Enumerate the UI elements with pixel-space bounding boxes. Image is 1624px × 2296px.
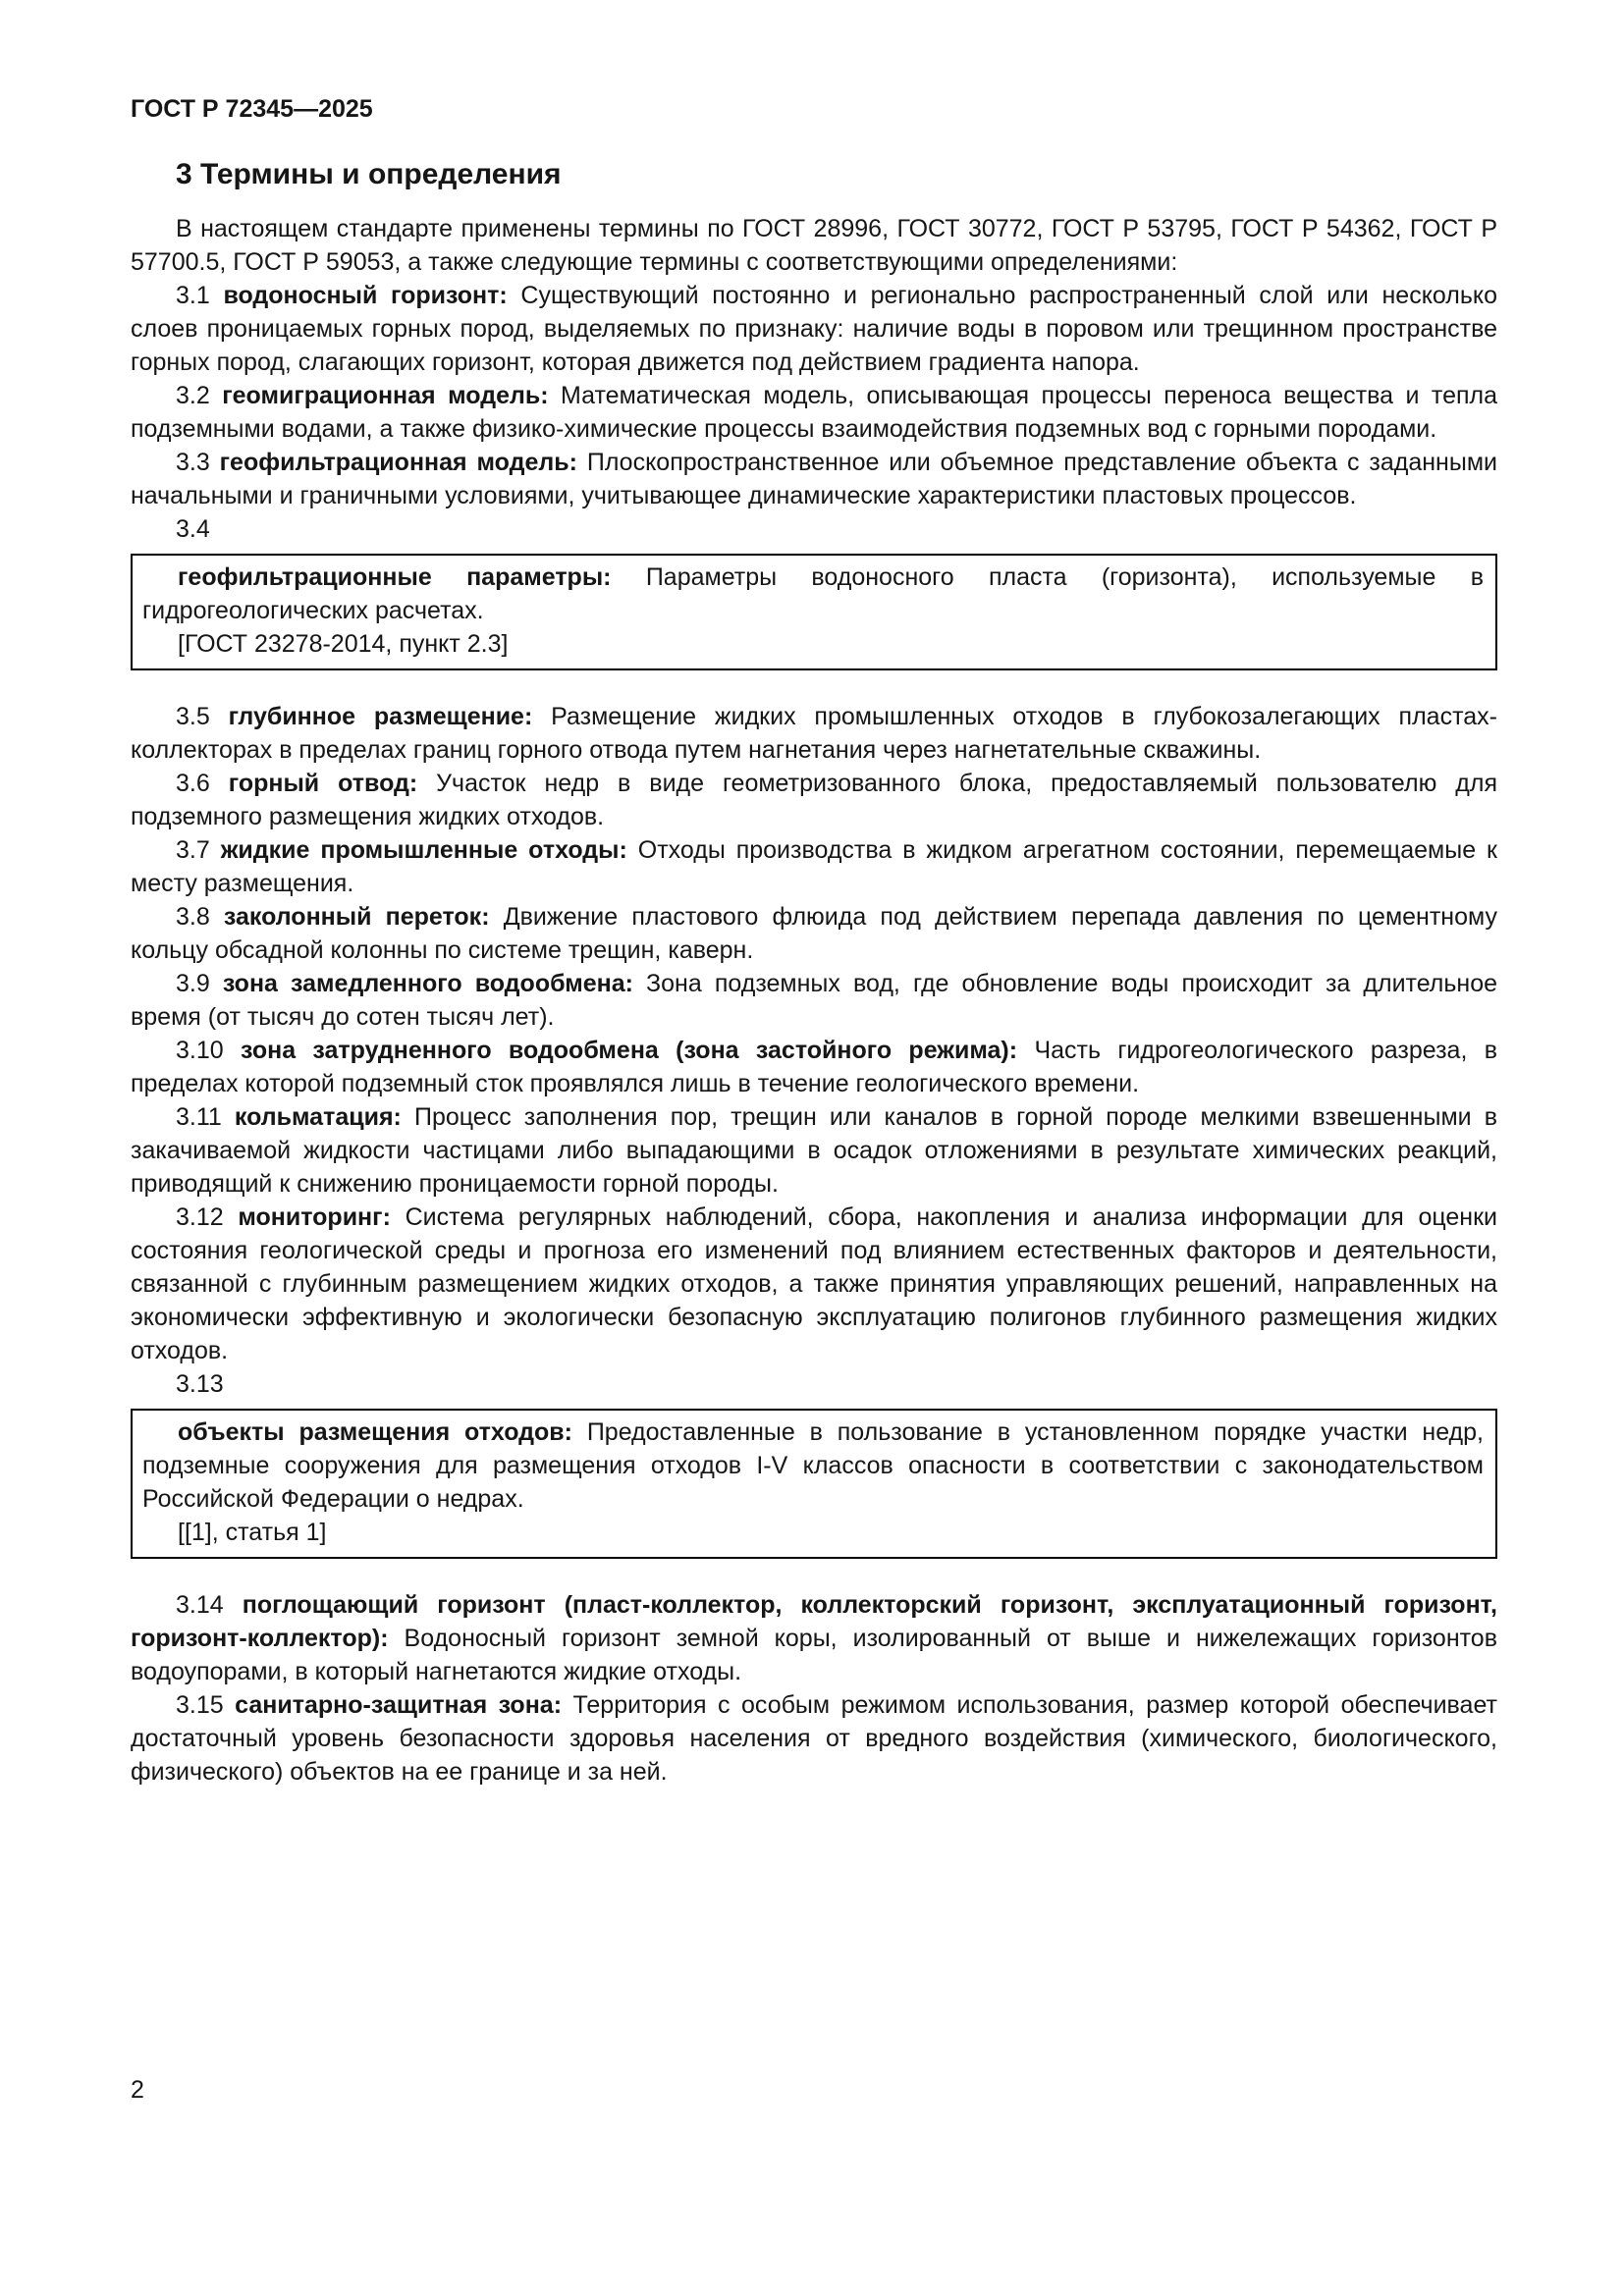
term-paragraph-3-3 (131, 446, 1497, 512)
term-number: 3.5 (176, 703, 210, 730)
term-name: глубинное размещение: (228, 703, 533, 730)
term-name: горный отвод: (228, 770, 418, 797)
term-number: 3.11 (176, 1103, 222, 1131)
term-number: 3.14 (176, 1591, 224, 1619)
term-number: 3.8 (176, 903, 210, 931)
term-paragraph-3-6 (131, 767, 1497, 833)
term-paragraph-3-5 (131, 700, 1497, 767)
term-definition: Существующий постоянно и регионально распространенный слой или несколько слоев проницаемых горных пород, выделяемых по признаку: наличие воды в поровом или трещинном пространстве горных пород, слагающих горизонт, которая движется под действием градиента напора. (131, 282, 1497, 376)
term-paragraph-3-11 (131, 1100, 1497, 1201)
term-number: 3.3 (176, 449, 210, 476)
term-definition: Размещение жидких промышленных отходов в глубокозалегающих пластах-коллекторах в пределах границ горного отвода путем нагнетания через нагнетательные скважины. (131, 703, 1497, 764)
term-number: 3.1 (176, 282, 210, 309)
term-definition: Предоставленные в пользование в установленном порядке участки недр, подземные сооружения для размещения отходов I-V классов опасности в соответствии с законодательством Российской Федерации о недрах. (142, 1418, 1484, 1513)
term-name: санитарно-защитная зона: (235, 1691, 563, 1719)
term-name: геомиграционная модель: (222, 382, 549, 409)
term-definition: Процесс заполнения пор, трещин или каналов в горной породе мелкими взвешенными в закачиваемой жидкости частицами либо выпадающими в осадок отложениями в результате химических реакций, приводящий к снижению проницаемости горной породы. (131, 1103, 1497, 1198)
source-reference: [[1], статья 1] (178, 1519, 327, 1546)
section-title: 3 Термины и определения (176, 158, 562, 190)
intro-paragraph: В настоящем стандарте применены термины по ГОСТ 28996, ГОСТ 30772, ГОСТ Р 53795, ГОСТ Р 54362, ГОСТ Р 57700.5, ГОСТ Р 59053, а также следующие термины с соответствующими определениями: (131, 215, 1497, 276)
term-paragraph-3-2 (131, 379, 1497, 446)
term-definition: Участок недр в виде геометризованного блока, предоставляемый пользователю для подземного размещения жидких отходов. (131, 770, 1497, 830)
term-paragraph-3-1 (131, 279, 1497, 379)
term-name: кольматация: (234, 1103, 402, 1131)
term-name: зона замедленного водообмена: (222, 970, 633, 997)
term-paragraph-3-9 (131, 967, 1497, 1034)
term-name: зона затрудненного водообмена (зона застойного режима): (241, 1037, 1018, 1064)
term-name: заколонный переток: (223, 903, 490, 931)
term-definition: Движение пластового флюида под действием перепада давления по цементному кольцу обсадной колонны по системе трещин, каверн. (131, 903, 1497, 964)
document-code-header: ГОСТ Р 72345—2025 (131, 95, 373, 123)
boxed-term-paragraph (142, 1415, 1484, 1516)
source-reference: [ГОСТ 23278-2014, пункт 2.3] (178, 630, 509, 658)
page-content (131, 92, 1497, 1789)
term-paragraph-3-7 (131, 833, 1497, 900)
boxed-definition-geofiltration-parameters (131, 554, 1497, 670)
term-definition: Зона подземных вод, где обновление воды происходит за длительное время (от тысяч до сотен тысяч лет). (131, 970, 1498, 1031)
term-name: геофильтрационная модель: (219, 449, 577, 476)
boxed-definition-waste-disposal-objects (131, 1409, 1497, 1559)
term-name: мониторинг: (238, 1203, 391, 1231)
term-name: объекты размещения отходов: (178, 1418, 572, 1446)
term-number: 3.9 (176, 970, 210, 997)
term-definition: Параметры водоносного пласта (горизонта), используемые в гидрогеологических расчетах. (142, 563, 1484, 624)
term-paragraph-3-8 (131, 900, 1497, 967)
term-definition: Система регулярных наблюдений, сбора, накопления и анализа информации для оценки состояния геологической среды и прогноза его изменений под влиянием естественных факторов и деятельности, связанной с глубинным размещением жидких отходов, а также принятия управляющих решений, направленных на экономически эффективную и экологически безопасную эксплуатацию полигонов глубинного размещения жидких отходов. (131, 1203, 1498, 1364)
term-definition: Часть гидрогеологического разреза, в пределах которой подземный сток проявлялся лишь в течение геологического времени. (131, 1037, 1498, 1097)
page-number: 2 (131, 2076, 144, 2104)
term-definition: Математическая модель, описывающая процессы переноса вещества и тепла подземными водами, а также физико-химические процессы взаимодействия подземных вод с горными породами. (131, 382, 1498, 443)
term-number-line-3-13: 3.13 (176, 1370, 224, 1398)
term-name: поглощающий горизонт (пласт-коллектор, коллекторский горизонт, эксплуатационный горизонт, горизонт-коллектор): (131, 1591, 1497, 1652)
term-paragraph-3-15 (131, 1688, 1497, 1789)
term-name: жидкие промышленные отходы: (220, 836, 627, 864)
term-paragraph-3-10 (131, 1034, 1497, 1100)
term-definition: Водоносный горизонт земной коры, изолированный от выше и нижележащих горизонтов водоупорами, в который нагнетаются жидкие отходы. (131, 1625, 1497, 1685)
term-name: водоносный горизонт: (223, 282, 508, 309)
term-number: 3.10 (176, 1037, 224, 1064)
term-definition: Отходы производства в жидком агрегатном состоянии, перемещаемые к месту размещения. (131, 836, 1497, 897)
term-number: 3.7 (176, 836, 210, 864)
term-number: 3.15 (176, 1691, 224, 1719)
term-paragraph-3-14 (131, 1588, 1497, 1688)
term-definition: Территория с особым режимом использования, размер которой обеспечивает достаточный уровень безопасности здоровья населения от вредного воздействия (химического, биологического, физического) объектов на ее границе и за ней. (131, 1691, 1497, 1786)
boxed-term-paragraph (142, 561, 1484, 627)
term-number: 3.2 (176, 382, 210, 409)
term-number-line-3-4: 3.4 (176, 515, 210, 543)
term-definition: Плоскопространственное или объемное представление объекта с заданными начальными и граничными условиями, учитывающее динамические характеристики пластовых процессов. (131, 449, 1497, 509)
term-number: 3.12 (176, 1203, 224, 1231)
term-number: 3.6 (176, 770, 210, 797)
term-name: геофильтрационные параметры: (178, 563, 612, 591)
term-paragraph-3-12 (131, 1201, 1497, 1367)
